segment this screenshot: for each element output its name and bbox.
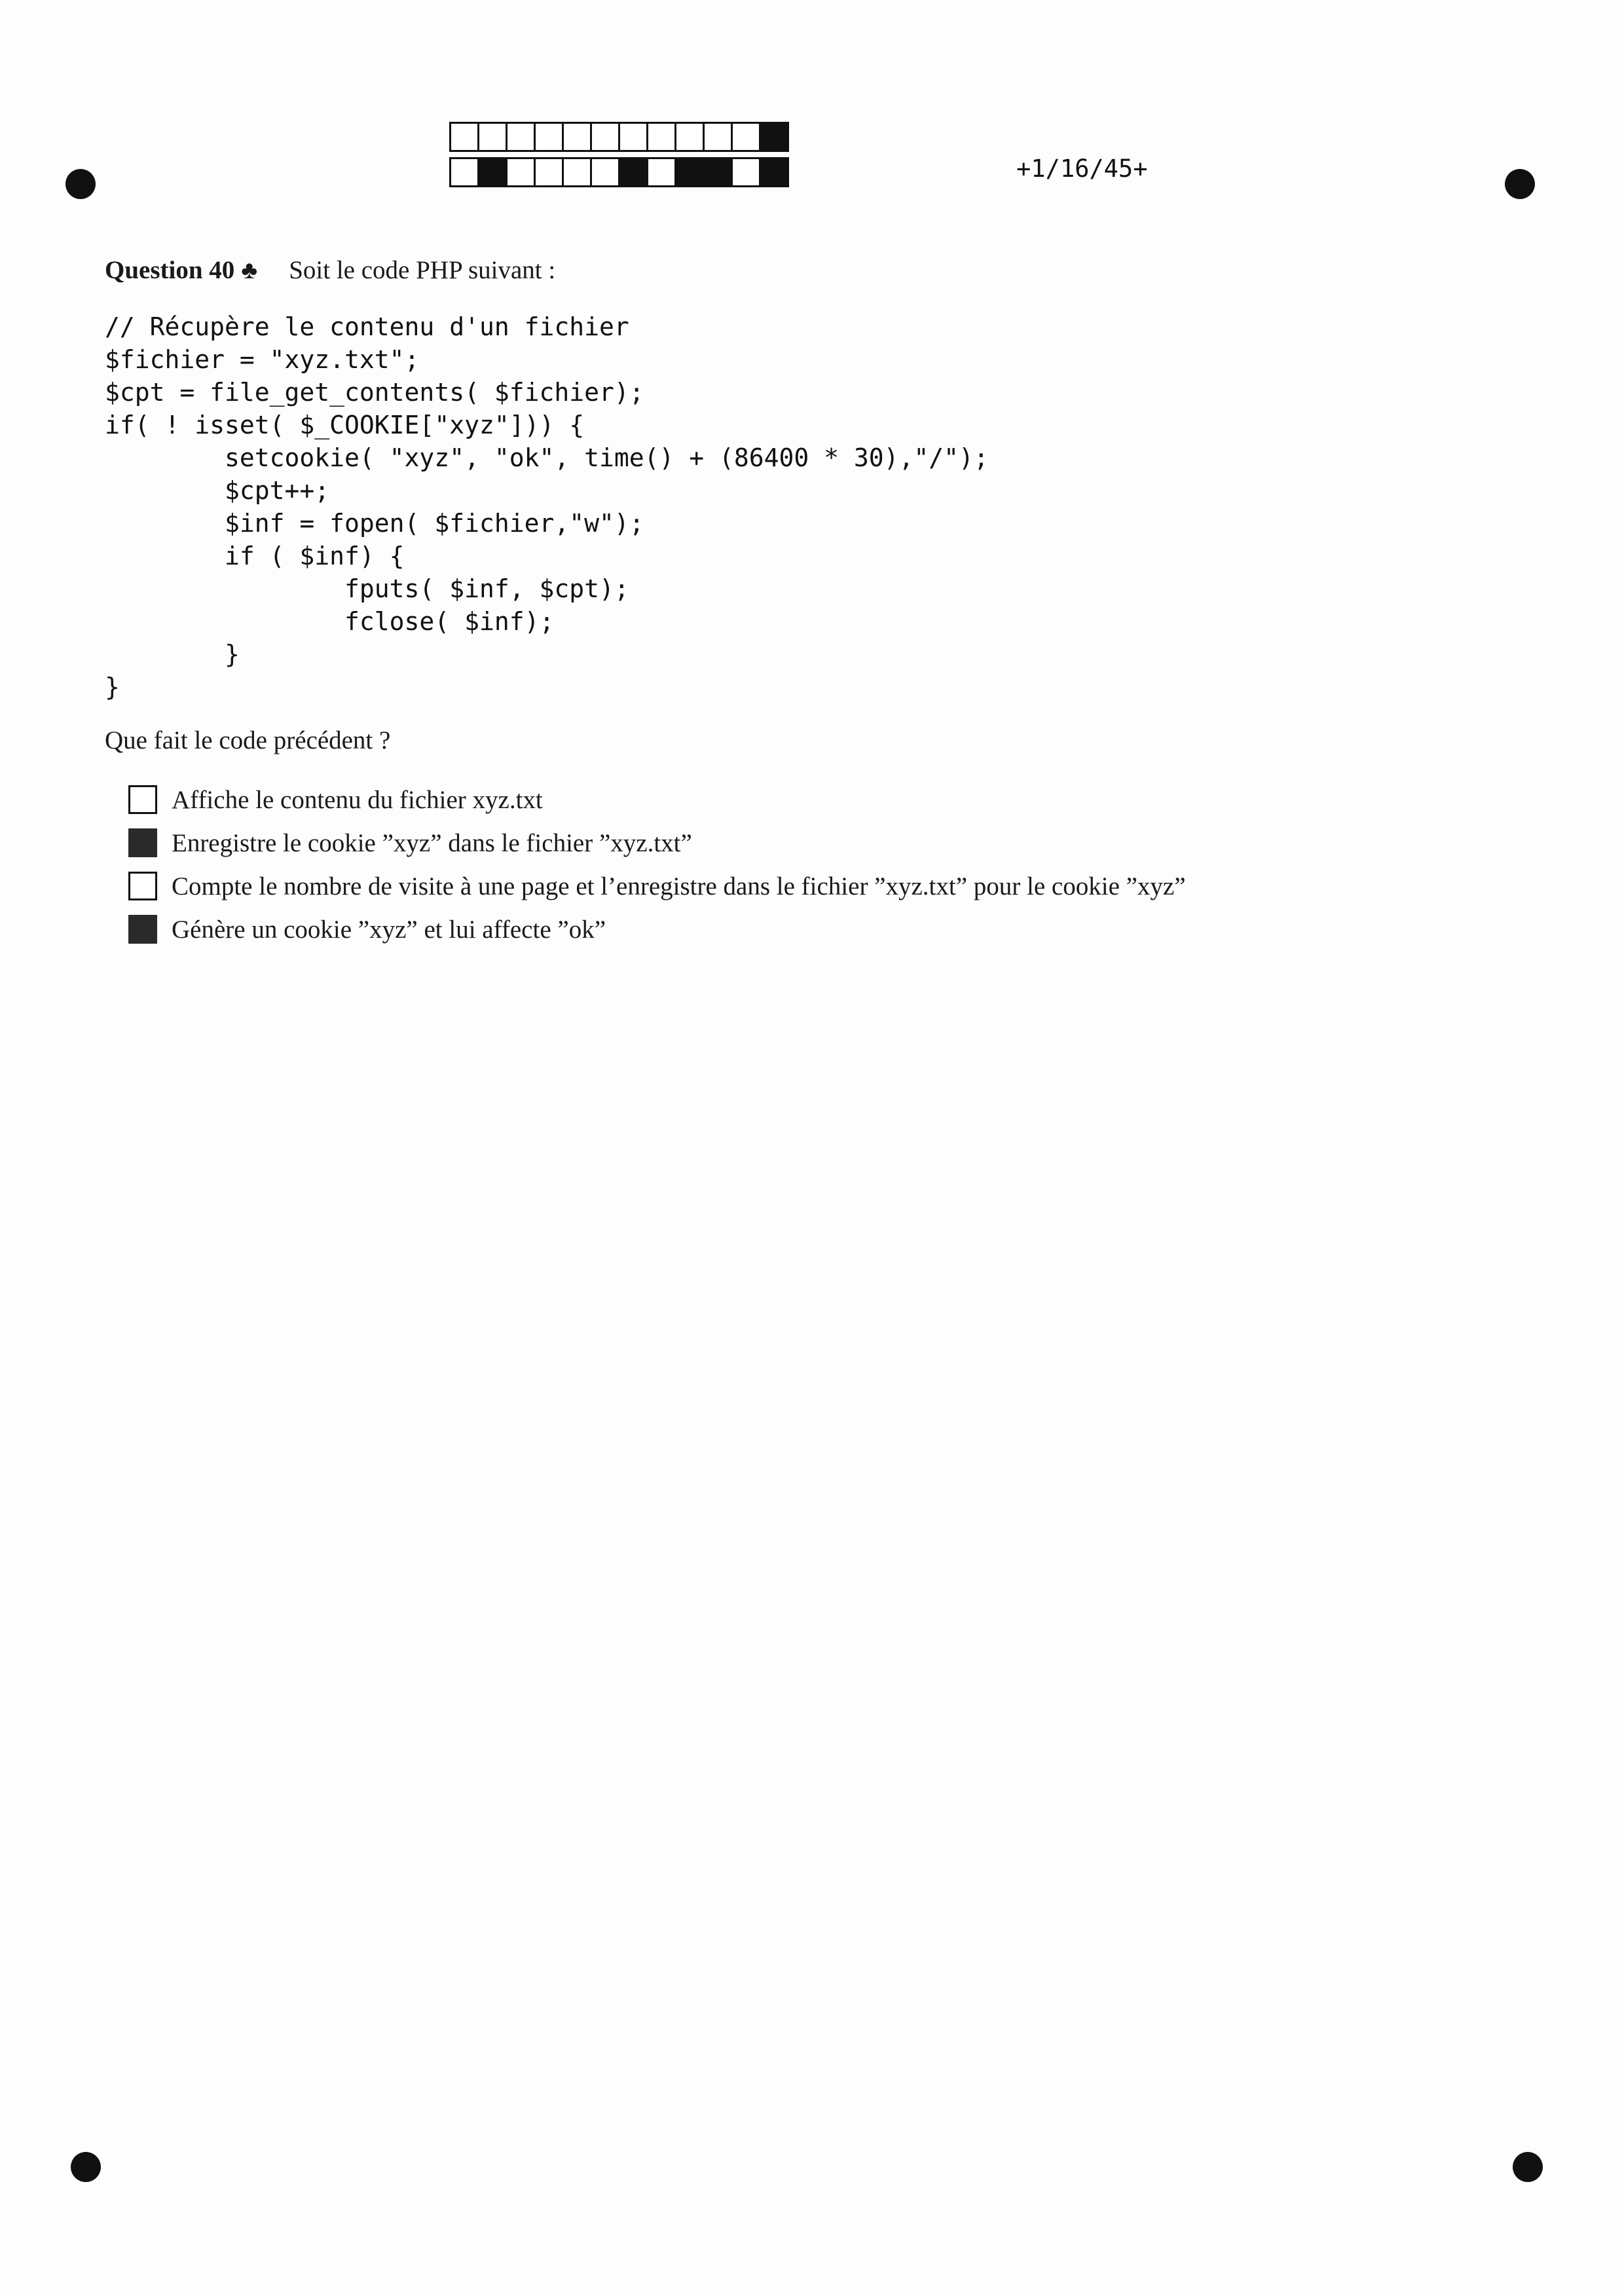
binary-id-cell [590, 122, 620, 152]
registration-mark-bottom-right [1513, 2152, 1543, 2182]
answer-option[interactable] [128, 908, 1186, 951]
binary-id-cell [703, 157, 733, 187]
answer-checkbox[interactable] [128, 915, 157, 944]
binary-id-cell [449, 157, 479, 187]
page-identifier: +1/16/45+ [1016, 155, 1148, 183]
binary-id-cell [506, 157, 536, 187]
binary-id-cell [477, 122, 507, 152]
binary-id-cell [759, 122, 789, 152]
binary-id-row [449, 122, 787, 149]
answer-text: Génère un cookie ”xyz” et lui affecte ”ok” [172, 915, 606, 944]
binary-id-cell [674, 122, 705, 152]
binary-id-cell [590, 157, 620, 187]
binary-id-cell [618, 157, 648, 187]
answer-checkbox[interactable] [128, 785, 157, 814]
registration-mark-top-left [65, 169, 96, 199]
answer-option[interactable] [128, 864, 1186, 908]
question-intro: Soit le code PHP suivant : [289, 256, 556, 284]
answer-checkbox[interactable] [128, 828, 157, 857]
binary-id-cell [562, 122, 592, 152]
binary-id-cell [477, 157, 507, 187]
answer-text: Affiche le contenu du fichier xyz.txt [172, 785, 543, 814]
binary-id-cell [618, 122, 648, 152]
answer-option[interactable] [128, 778, 1186, 821]
binary-id-cell [674, 157, 705, 187]
binary-id-boxes [449, 122, 787, 193]
club-icon: ♣ [241, 257, 258, 284]
binary-id-row [449, 157, 787, 185]
answer-text: Compte le nombre de visite à une page et l’enregistre dans le fichier ”xyz.txt” pour le cookie ”xyz” [172, 872, 1186, 900]
binary-id-cell [506, 122, 536, 152]
answer-text: Enregistre le cookie ”xyz” dans le fichier ”xyz.txt” [172, 828, 692, 857]
answer-list [128, 778, 1186, 951]
binary-id-cell [562, 157, 592, 187]
binary-id-cell [449, 122, 479, 152]
answer-option[interactable] [128, 821, 1186, 864]
binary-id-cell [731, 157, 761, 187]
binary-id-cell [534, 157, 564, 187]
binary-id-cell [646, 122, 676, 152]
question-label: Question 40 [105, 256, 235, 284]
registration-mark-top-right [1505, 169, 1535, 199]
question-prompt: Que fait le code précédent ? [105, 726, 391, 754]
binary-id-cell [534, 122, 564, 152]
binary-id-cell [646, 157, 676, 187]
binary-id-cell [759, 157, 789, 187]
registration-mark-bottom-left [71, 2152, 101, 2182]
binary-id-cell [703, 122, 733, 152]
php-code-block: // Récupère le contenu d'un fichier $fichier = "xyz.txt"; $cpt = file_get_contents( $fichier); if( ! isset( $_COOKIE["xyz"])) { setcookie( "xyz", "ok", time() + (86400 * 30),"/"); $cpt++; $inf = fopen( $fichier,"w"); if ( $inf) { fputs( $inf, $cpt); fclose( $inf); } } [105, 312, 989, 701]
binary-id-cell [731, 122, 761, 152]
answer-checkbox[interactable] [128, 872, 157, 900]
question-header [105, 255, 555, 285]
